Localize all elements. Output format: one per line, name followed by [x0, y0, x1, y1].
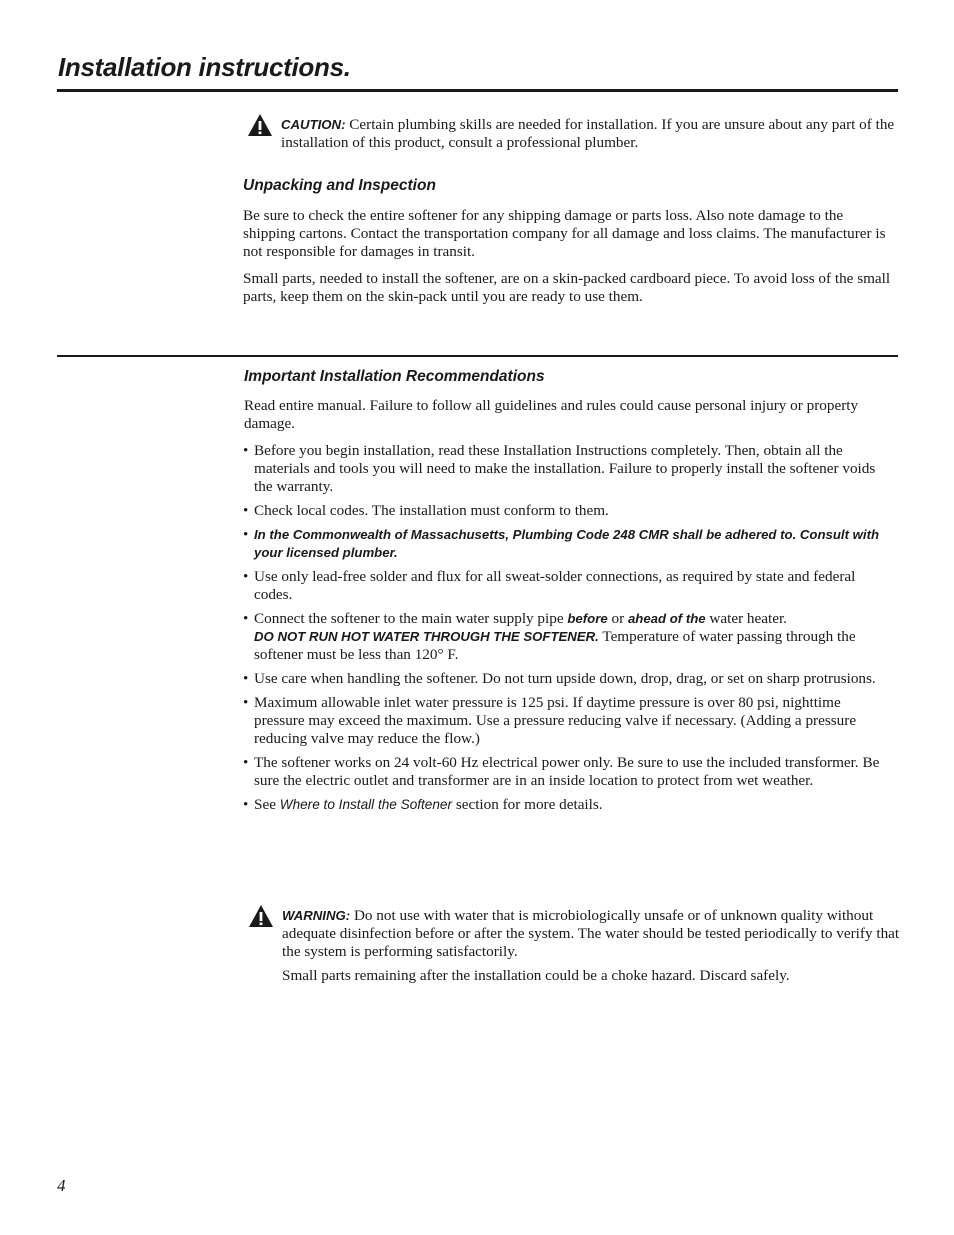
bullet-icon: •	[243, 526, 249, 543]
list-item-text: Use only lead-free solder and flux for all sweat-solder connections, as required by state and federal codes.	[254, 568, 856, 603]
list-item	[243, 502, 883, 520]
list-item	[243, 442, 883, 496]
warning-text	[282, 907, 920, 961]
list-item	[243, 568, 883, 604]
warning-notice	[244, 907, 920, 985]
bullet-icon: •	[243, 796, 249, 813]
list-item	[243, 754, 883, 790]
recommendations-section	[244, 368, 892, 386]
unpacking-text-1: Be sure to check the entire softener for any shipping damage or parts loss. Also note damage to the shipping cartons. Contact the transportation company for all damage and loss claims. The manufacturer is not responsible for damages in transit.	[243, 207, 886, 260]
list-item-text: water heater.	[705, 610, 787, 627]
section-divider	[57, 355, 898, 357]
bullet-icon: •	[243, 502, 249, 519]
emphasis-ahead: ahead of the	[627, 611, 706, 626]
unpacking-text-2: Small parts, needed to install the softener, are on a skin-packed cardboard piece. To avoid loss of the small parts, keep them on the skin-pack until you are ready to use them.	[243, 270, 891, 305]
list-item-text: Temperature of water passing through the softener must be less than 120° F.	[254, 628, 856, 663]
page-title: Installation instructions.	[58, 52, 351, 82]
list-item-text: Use care when handling the softener. Do not turn upside down, drop, drag, or set on sharp protrusions.	[254, 670, 876, 687]
list-item	[243, 670, 883, 688]
list-item	[243, 610, 883, 664]
bullet-icon: •	[243, 670, 249, 687]
caution-notice	[243, 116, 929, 152]
list-item-text: See	[254, 796, 280, 813]
title-rule	[57, 89, 898, 92]
bullet-icon: •	[243, 610, 249, 627]
list-item	[243, 526, 883, 562]
section-reference: Where to Install the Softener	[279, 797, 453, 812]
choke-hazard-text: Small parts remaining after the installation could be a choke hazard. Discard safely.	[282, 967, 790, 984]
list-item	[243, 694, 883, 748]
warning-label: WARNING:	[282, 908, 351, 923]
list-item-text: Maximum allowable inlet water pressure is 125 psi. If daytime pressure is over 80 psi, nighttime pressure may exceed the maximum. Use a pressure reducing valve if necessary. (Adding a pressure reducing valve may reduce the flow.)	[254, 694, 857, 747]
list-item-text: Before you begin installation, read these Installation Instructions completely. Then, obtain all the materials and tools you will need to make the installation. Failure to properly install the softener voids the warranty.	[254, 442, 876, 495]
list-item	[243, 796, 883, 814]
list-item-text: Connect the softener to the main water supply pipe	[254, 610, 568, 627]
unpacking-heading: Unpacking and Inspection	[243, 177, 436, 194]
intro-text: Read entire manual. Failure to follow all guidelines and rules could cause personal injury or property damage.	[244, 397, 859, 432]
warning-triangle-icon	[248, 904, 274, 928]
recommendations-list	[243, 442, 883, 814]
unpacking-section	[243, 177, 891, 195]
bullet-icon: •	[243, 442, 249, 459]
warning-body: Do not use with water that is microbiologically unsafe or of unknown quality without adequate disinfection before or after the system. The water should be tested periodically to verify that the system is performing satisfactorily.	[282, 907, 900, 960]
list-item-text: Check local codes. The installation must conform to them.	[254, 502, 609, 519]
unpacking-paragraph-2	[243, 270, 891, 306]
emphasis-before: before	[567, 611, 608, 626]
list-item-text: The softener works on 24 volt-60 Hz electrical power only. Be sure to use the included transformer. Be sure the electric outlet and transformer are in an inside location to protect from wet weather.	[254, 754, 880, 789]
unpacking-paragraph-1	[243, 207, 891, 261]
hot-water-warning: DO NOT RUN HOT WATER THROUGH THE SOFTENER.	[254, 629, 599, 644]
recommendations-heading: Important Installation Recommendations	[244, 368, 545, 385]
bullet-icon: •	[243, 568, 249, 585]
bullet-icon: •	[243, 754, 249, 771]
list-item-text: or	[607, 610, 628, 627]
caution-label: CAUTION:	[281, 117, 346, 132]
recommendations-intro	[244, 397, 892, 433]
bullet-icon: •	[243, 694, 249, 711]
list-item-text: section for more details.	[452, 796, 603, 813]
page-number: 4	[57, 1176, 66, 1195]
warning-triangle-icon	[247, 113, 273, 137]
massachusetts-notice: In the Commonwealth of Massachusetts, Plumbing Code 248 CMR shall be adhered to. Consult with your licensed plumber.	[254, 527, 880, 560]
caution-text	[281, 116, 929, 152]
recommendations-list-container	[243, 442, 883, 820]
caution-body: Certain plumbing skills are needed for installation. If you are unsure about any part of the installation of this product, consult a professional plumber.	[281, 116, 895, 151]
